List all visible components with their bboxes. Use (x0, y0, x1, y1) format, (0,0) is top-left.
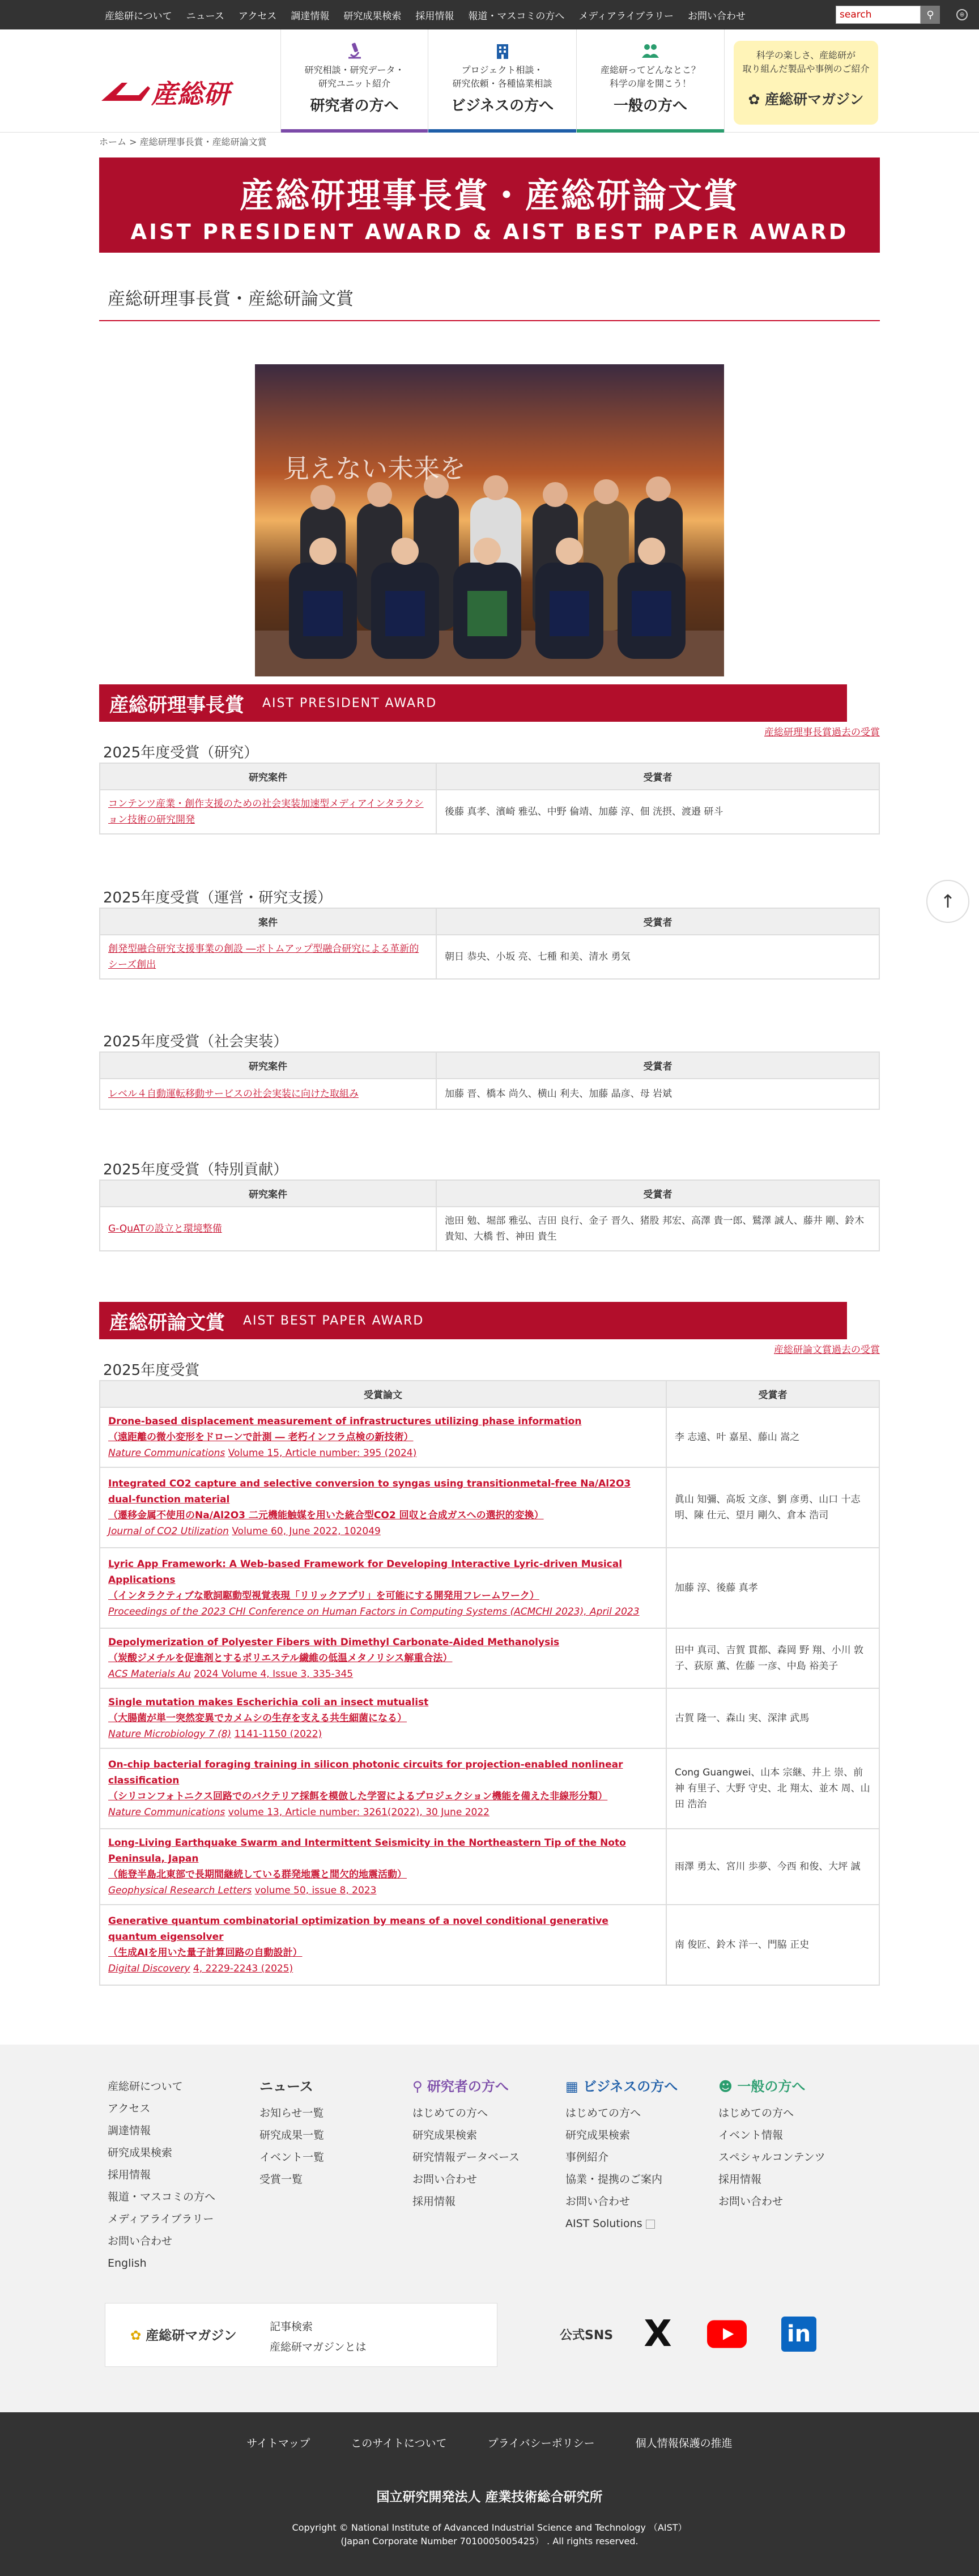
year-heading-management: 2025年度受賞（運営・研究支援） (103, 889, 333, 906)
external-link-icon (646, 2220, 655, 2229)
col-header-winners: 受賞者 (436, 1052, 879, 1079)
nav-business-sub1: プロジェクト相談・ (461, 65, 543, 75)
col-header-case: 研究案件 (100, 763, 436, 790)
col-header-case: 研究案件 (100, 1180, 436, 1207)
paper-citation[interactable]: Volume 15, Article number: 395 (2024) (228, 1447, 417, 1459)
footer-link[interactable]: 協業・提携のご案内 (565, 2173, 663, 2186)
footer-link[interactable]: スペシャルコンテンツ (718, 2151, 825, 2164)
award-group-photo (255, 364, 724, 676)
footer-col-general (718, 2076, 825, 2213)
nav-researchers[interactable] (280, 29, 428, 133)
table-management (99, 908, 880, 980)
table-papers (99, 1380, 880, 1986)
footer-link[interactable]: 研究成果検索 (565, 2129, 631, 2141)
award-case-link[interactable]: 創発型融合研究支援事業の創設 ―ボトムアップ型融合研究による革新的シーズ創出 (108, 943, 419, 970)
search-icon[interactable]: ⚲ (921, 6, 940, 24)
footer-link[interactable]: 採用情報 (108, 2169, 151, 2181)
paper-award-title-jp: 産総研論文賞 (109, 1311, 225, 1334)
year-heading-implementation: 2025年度受賞（社会実装） (103, 1033, 288, 1050)
paper-journal[interactable]: ACS Materials Au (108, 1668, 191, 1680)
photo-signboard-text: 見えない未来を (283, 453, 466, 484)
winners-cell: 古賀 隆一、森山 実、深津 武馬 (666, 1688, 879, 1748)
footer-link[interactable]: 採用情報 (412, 2195, 456, 2208)
footer-link[interactable]: お問い合わせ (412, 2173, 478, 2186)
footer-link[interactable]: お問い合わせ (718, 2195, 784, 2208)
top-bar (0, 0, 979, 29)
paper-title-link[interactable]: On-chip bacterial foraging training in silicon photonic circuits for projection-enabled nonlinear classification (108, 1759, 623, 1786)
footer-link[interactable]: はじめての方へ (565, 2107, 641, 2119)
winners-cell: 加藤 晋、橋本 尚久、横山 利夫、加藤 晶彦、母 岩斌 (436, 1079, 879, 1109)
footer-link[interactable]: 研究成果一覧 (259, 2129, 325, 2141)
paper-title-jp[interactable]: （炭酸ジメチルを促進剤とするポリエステル繊維の低温メタノリシス解重合法） (108, 1653, 453, 1664)
linkedin-social-icon[interactable] (779, 2314, 819, 2354)
microscope-icon (281, 42, 428, 63)
nav-general-bar (577, 129, 724, 133)
nav-general[interactable] (576, 29, 725, 133)
bottom-link-privacy[interactable]: プライバシーポリシー (487, 2437, 595, 2450)
col-header-winners: 受賞者 (436, 1180, 879, 1207)
footer-link[interactable]: 研究成果検索 (412, 2129, 478, 2141)
table-row (100, 1905, 879, 1985)
paper-past-link[interactable]: 産総研論文賞過去の受賞 (774, 1344, 880, 1356)
award-case-link[interactable]: G-QuATの設立と環境整備 (108, 1223, 222, 1234)
table-row (100, 1079, 879, 1109)
top-link-contact[interactable]: お問い合わせ (687, 10, 746, 22)
x-social-icon[interactable] (638, 2314, 678, 2354)
paper-title-link[interactable]: Generative quantum combinatorial optimization by means of a novel conditional generative quantum eigensolver (108, 1915, 608, 1943)
paper-title-jp[interactable]: （遠距離の微小変形をドローンで計測 ― 老朽インフラ点検の新技術） (108, 1432, 414, 1443)
paper-title-link[interactable]: Long-Living Earthquake Swarm and Intermittent Seismicity in the Northeastern Tip of the Noto Peninsula, Japan (108, 1837, 626, 1864)
magazine-promo[interactable] (734, 41, 878, 125)
top-link-access[interactable]: アクセス (238, 10, 277, 22)
aist-logo[interactable] (99, 74, 229, 111)
winners-cell: 李 志遠、叶 嘉星、藤山 嵩之 (666, 1407, 879, 1467)
footer-col-business (565, 2076, 678, 2235)
paper-title-link[interactable]: Single mutation makes Escherichia coli an insect mutualist (108, 1697, 429, 1708)
president-past-link[interactable]: 産総研理事長賞過去の受賞 (764, 727, 880, 738)
president-award-header (99, 684, 847, 722)
search-input[interactable] (836, 6, 921, 24)
magazine-logo-icon: ✿ (748, 91, 765, 108)
logo-text: 産総研 (151, 79, 229, 109)
footer-heading-researchers[interactable]: 研究者の方へ (427, 2079, 509, 2094)
bottom-link-sitemap[interactable]: サイトマップ (246, 2437, 310, 2450)
page-title: 産総研理事長賞・産総研論文賞 (108, 289, 354, 309)
award-case-link[interactable]: コンテンツ産業・創作支援のための社会実装加速型メディアインタラクション技術の研究開発 (108, 798, 424, 825)
paper-journal[interactable]: Nature Microbiology 7 (8) (108, 1728, 232, 1740)
nav-business-sub2: 研究依頼・各種協業相談 (452, 78, 552, 89)
footer-link[interactable]: 受賞一覧 (259, 2173, 303, 2186)
youtube-social-icon[interactable] (707, 2314, 747, 2354)
col-header-winners: 受賞者 (436, 908, 879, 935)
footer-link-label: AIST Solutions (565, 2217, 642, 2230)
footer-heading-general[interactable]: 一般の方へ (737, 2079, 806, 2094)
president-award-title-en: AIST PRESIDENT AWARD (262, 696, 437, 710)
winners-cell: Cong Guangwei、山本 宗継、井上 崇、前神 有里子、大野 守史、北 翔太、並木 周、山田 浩治 (666, 1748, 879, 1829)
footer-link[interactable]: アクセス (108, 2102, 151, 2115)
breadcrumb (99, 135, 267, 148)
paper-citation[interactable]: Volume 60, June 2022, 102049 (232, 1526, 381, 1537)
nav-general-sub2: 科学の扉を開こう！ (609, 78, 691, 89)
footer-heading-news[interactable]: ニュース (259, 2079, 313, 2094)
magazine-promo-label: 産総研マガジン (765, 91, 864, 108)
nav-general-label: 一般の方へ (613, 97, 687, 114)
winners-cell: 後藤 真孝、濱崎 雅弘、中野 倫靖、加藤 淳、佃 洸摂、渡邉 研斗 (436, 790, 879, 834)
footer-magazine-box (105, 2303, 497, 2367)
banner-title-en: AIST PRESIDENT AWARD & AIST BEST PAPER AWARD (130, 220, 849, 244)
paper-journal[interactable]: Nature Communications (108, 1807, 225, 1818)
year-heading-paper: 2025年度受賞 (103, 1362, 200, 1379)
paper-journal[interactable]: Proceedings of the 2023 CHI Conference on Human Factors in Computing Systems (ACMCHI 2023), April 2023 (108, 1606, 640, 1617)
table-row (100, 1628, 879, 1688)
paper-title-jp[interactable]: （生成AIを用いた量子計算回路の自動設計） (108, 1947, 303, 1958)
top-link-press[interactable]: 報道・マスコミの方へ (468, 10, 565, 22)
year-heading-special: 2025年度受賞（特別貢献） (103, 1161, 288, 1178)
winners-cell: 田中 真司、吉賀 貫都、森岡 野 翔、小川 敦子、荻原 薫、佐藤 一彦、中島 裕美子 (666, 1628, 879, 1688)
banner-title-jp: 産総研理事長賞・産総研論文賞 (240, 176, 739, 216)
footer-magazine-label[interactable]: 産総研マガジン (146, 2328, 237, 2343)
bottom-bar (0, 2412, 979, 2576)
breadcrumb-sep: > (129, 137, 137, 147)
footer-heading-business[interactable]: ビジネスの方へ (583, 2079, 678, 2094)
winners-cell: 南 俊匠、鈴木 洋一、門脇 正史 (666, 1905, 879, 1985)
nav-business[interactable] (428, 29, 576, 133)
footer-link[interactable]: お問い合わせ (565, 2195, 631, 2208)
footer-link[interactable]: English (108, 2257, 147, 2270)
winners-cell: 加藤 淳、後藤 真孝 (666, 1548, 879, 1628)
footer-link[interactable]: 調達情報 (108, 2124, 151, 2137)
footer-link[interactable]: はじめての方へ (718, 2107, 794, 2119)
magazine-promo-sub1: 科学の楽しさ、産総研が (756, 50, 856, 61)
table-row (100, 1407, 879, 1467)
paper-citation[interactable]: volume 50, issue 8, 2023 (254, 1885, 377, 1896)
footer-link[interactable]: 報道・マスコミの方へ (108, 2191, 216, 2203)
table-special (99, 1180, 880, 1251)
arrow-up-icon: ↑ (940, 891, 956, 912)
col-header-winners: 受賞者 (666, 1381, 879, 1407)
table-implementation (99, 1051, 880, 1110)
nav-researchers-sub2: 研究ユニット紹介 (318, 78, 391, 89)
top-link-news[interactable]: ニュース (186, 10, 224, 22)
footer-magazine-about[interactable]: 産総研マガジンとは (270, 2341, 367, 2353)
nav-general-sub1: 産総研ってどんなとこ？ (600, 65, 700, 75)
footer-link[interactable]: メディアライブラリー (108, 2213, 214, 2225)
table-row (100, 1748, 879, 1829)
table-row (100, 1548, 879, 1628)
table-row (100, 1688, 879, 1748)
paper-journal[interactable]: Nature Communications (108, 1447, 225, 1459)
col-header-paper: 受賞論文 (100, 1381, 666, 1407)
x-social-text: X (644, 2313, 672, 2355)
paper-title-link[interactable]: Drone-based displacement measurement of infrastructures utilizing phase information (108, 1416, 582, 1427)
magazine-promo-sub2: 取り組んだ製品や事例のご紹介 (742, 63, 870, 74)
footer-link[interactable]: お知らせ一覧 (259, 2107, 324, 2119)
paper-citation[interactable]: 2024 Volume 4, Issue 3, 335-345 (194, 1668, 354, 1680)
footer-link[interactable]: 採用情報 (718, 2173, 762, 2186)
footer-link[interactable]: 研究成果検索 (108, 2147, 173, 2159)
breadcrumb-current: 産総研理事長賞・産総研論文賞 (139, 137, 267, 147)
paper-title-jp[interactable]: （大腸菌が単一突然変異でカメムシの生存を支える共生細菌になる） (108, 1713, 407, 1724)
col-header-case: 案件 (100, 908, 436, 935)
paper-journal[interactable]: Digital Discovery (108, 1963, 190, 1974)
footer-building-icon: ▦ (565, 2079, 584, 2094)
nav-researchers-bar (281, 129, 428, 133)
paper-award-header (99, 1302, 847, 1339)
winners-cell: 雨澤 勇太、宮川 歩夢、今西 和俊、大坪 誠 (666, 1829, 879, 1905)
table-row (100, 1467, 879, 1548)
building-icon (428, 42, 576, 63)
footer-col-main (108, 2076, 215, 2275)
linkedin-social-text: in (781, 2317, 816, 2352)
footer-link-aist-solutions[interactable] (565, 2213, 678, 2235)
logo-mark-icon (99, 78, 151, 107)
paper-journal[interactable]: Journal of CO2 Utilization (108, 1526, 229, 1537)
col-header-winners: 受賞者 (436, 763, 879, 790)
nav-business-label: ビジネスの方へ (450, 97, 554, 114)
top-link-results[interactable]: 研究成果検索 (343, 10, 402, 22)
winners-cell: 池田 勉、堀部 雅弘、吉田 良行、金子 晋久、猪股 邦宏、高澤 貴一郎、鷲澤 誠人、藤井 剛、鈴木 貴知、大橋 哲、神田 貴生 (436, 1207, 879, 1251)
paper-title-link[interactable]: Integrated CO2 capture and selective conversion to syngas using transitionmetal-free Na/Al2O3 dual-function material (108, 1478, 631, 1505)
bottom-link-personal-info[interactable]: 個人情報保護の推進 (635, 2437, 733, 2450)
footer-microscope-icon: ⚲ (412, 2079, 427, 2094)
winners-cell: 朝日 恭央、小坂 亮、七種 和美、清水 勇気 (436, 935, 879, 979)
footer-link[interactable]: 研究情報データベース (412, 2151, 520, 2164)
winners-cell: 眞山 知彌、高坂 文彦、劉 彦勇、山口 十志明、陳 仕元、望月 剛久、倉本 浩司 (666, 1467, 879, 1548)
paper-award-title-en: AIST BEST PAPER AWARD (243, 1313, 424, 1328)
breadcrumb-home[interactable]: ホーム (99, 137, 127, 147)
footer-col-news (259, 2076, 324, 2191)
bottom-link-about-site[interactable]: このサイトについて (351, 2437, 447, 2450)
top-link-media[interactable]: メディアライブラリー (578, 10, 674, 22)
language-globe-icon[interactable]: ⊕ (956, 9, 968, 20)
table-row (100, 790, 879, 834)
paper-title-link[interactable]: Depolymerization of Polyester Fibers with Dimethyl Carbonate-Aided Methanolysis (108, 1637, 560, 1648)
title-underline (99, 320, 880, 321)
footer-col-researchers (412, 2076, 520, 2213)
table-row (100, 1829, 879, 1905)
footer-link[interactable]: お問い合わせ (108, 2235, 173, 2247)
top-link-about[interactable]: 産総研について (105, 10, 172, 22)
top-link-recruit[interactable]: 採用情報 (415, 10, 454, 22)
paper-title-jp[interactable]: （シリコンフォトニクス回路でのバクテリア採餌を模倣した学習によるプロジェクション機能を備えた非線形分類） (108, 1791, 608, 1802)
copyright-line2: (Japan Corporate Number 7010005005425） . All rights reserved. (340, 2536, 639, 2547)
top-search (836, 6, 940, 24)
president-award-title-jp: 産総研理事長賞 (109, 693, 244, 717)
paper-journal[interactable]: Geophysical Research Letters (108, 1885, 252, 1896)
footer-magazine-search[interactable]: 記事検索 (270, 2320, 313, 2333)
top-link-procurement[interactable]: 調達情報 (291, 10, 330, 22)
nav-researchers-label: 研究者の方へ (310, 97, 399, 114)
paper-title-jp[interactable]: （遷移金属不使用のNa/Al2O3 二元機能触媒を用いた統合型CO2 回収と合成ガスへの選択的変換） (108, 1510, 544, 1521)
scroll-to-top-button[interactable] (926, 880, 969, 923)
footer-link[interactable]: 産総研について (108, 2080, 183, 2093)
footer-people-icon: ☻ (718, 2079, 738, 2094)
footer-link[interactable]: イベント一覧 (259, 2151, 325, 2164)
paper-citation[interactable]: volume 13, Article number: 3261(2022), 30 June 2022 (228, 1807, 490, 1818)
table-row (100, 935, 879, 979)
paper-title-link[interactable]: Lyric App Framework: A Web-based Framework for Developing Interactive Lyric-driven Musical Applications (108, 1559, 623, 1586)
magazine-logo-icon: ✿ (130, 2328, 146, 2343)
nav-business-bar (428, 129, 576, 133)
organization-name: 国立研究開発法人 産業技術総合研究所 (376, 2490, 603, 2505)
footer-link[interactable]: 事例紹介 (565, 2151, 609, 2164)
paper-citation[interactable]: 1141-1150 (2022) (234, 1728, 322, 1740)
table-row (100, 1207, 879, 1251)
paper-title-jp[interactable]: （インタラクティブな歌詞駆動型視覚表現「リリックアプリ」を可能にする開発用フレームワーク） (108, 1590, 539, 1602)
hero-banner (99, 157, 880, 253)
footer-link[interactable]: はじめての方へ (412, 2107, 488, 2119)
table-research (99, 763, 880, 834)
award-case-link[interactable]: レベル４自動運転移動サービスの社会実装に向けた取組み (108, 1088, 359, 1100)
paper-title-jp[interactable]: （能登半島北東部で長期間継続している群発地震と間欠的地震活動） (108, 1869, 407, 1880)
copyright-line1: Copyright © National Institute of Advanced Industrial Science and Technology （AIST） (292, 2522, 687, 2533)
footer-link[interactable]: イベント情報 (718, 2129, 784, 2141)
nav-researchers-sub1: 研究相談・研究データ・ (304, 65, 405, 75)
people-icon (577, 42, 724, 63)
year-heading-research: 2025年度受賞（研究） (103, 744, 259, 761)
col-header-case: 研究案件 (100, 1052, 436, 1079)
sns-label: 公式SNS (560, 2328, 614, 2343)
paper-citation[interactable]: 4, 2229-2243 (2025) (193, 1963, 293, 1974)
